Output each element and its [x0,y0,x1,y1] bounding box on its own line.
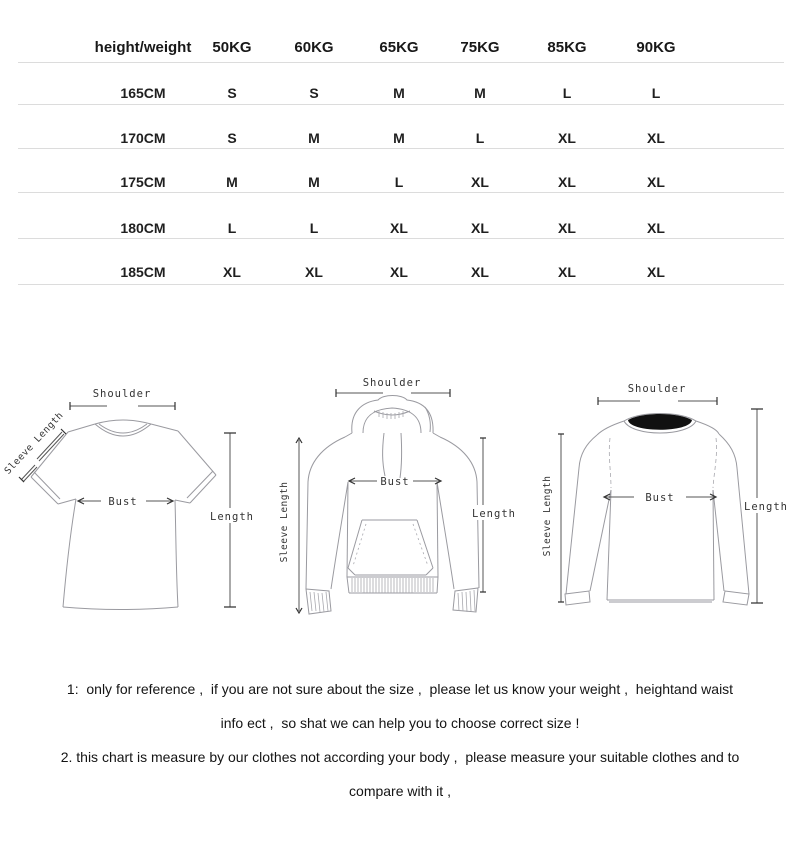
header-75kg: 75KG [460,39,500,56]
size-cell: L [394,174,404,190]
bust-label: Bust [380,476,410,488]
row-height-label: 180CM [120,220,166,236]
header-height-weight: height/weight [94,39,192,56]
note-line-1: 1: only for reference , if you are not sure about the size , please let us know your weight , heightand waist [66,681,734,697]
row-height-label: 175CM [120,174,166,190]
hoodie-bust-measure [349,476,441,488]
note-line-2: info ect , so shat we can help you to choose correct size ! [220,715,580,731]
table-divider [18,62,784,63]
size-cell: XL [471,264,489,280]
table-divider [18,104,784,105]
row-height-label: 165CM [120,85,166,101]
table-row [0,171,800,193]
shirt-shoulder-measure [598,383,717,405]
header-50kg: 50KG [212,39,252,56]
size-cell: XL [390,264,408,280]
size-cell: XL [305,264,323,280]
size-cell: XL [647,220,665,236]
size-cell: L [475,130,485,146]
table-header-row [0,37,800,59]
length-label: Length [744,501,788,513]
hoodie-outline [306,396,479,615]
size-cell: XL [558,264,576,280]
size-cell: XL [471,174,489,190]
size-cell: XL [647,264,665,280]
sleeve-length-label: Sleeve Length [279,481,290,563]
size-cell: M [393,85,405,101]
row-height-label: 185CM [120,264,166,280]
header-65kg: 65KG [379,39,419,56]
shirt-outline [565,414,749,606]
table-row [0,82,800,104]
tshirt-outline [31,420,216,610]
size-cell: L [227,220,237,236]
size-cell: XL [558,220,576,236]
hoodie-sleeve-length-measure [279,438,302,613]
table-row [0,127,800,149]
header-85kg: 85KG [547,39,587,56]
table-row [0,217,800,239]
shoulder-label: Shoulder [92,388,152,400]
tshirt-bust-measure [78,496,173,508]
note-line-3: 2. this chart is measure by our clothes not according your body , please measure your suitable clothes and to [60,749,740,765]
header-90kg: 90KG [636,39,676,56]
size-cell: M [308,130,320,146]
shirt-length-measure [744,409,788,603]
garment-diagrams [0,340,800,652]
row-height-label: 170CM [120,130,166,146]
tshirt-shoulder-measure [70,388,175,410]
table-divider [18,284,784,285]
length-label: Length [472,508,516,520]
size-cell: M [226,174,238,190]
size-cell: M [393,130,405,146]
size-cell: S [227,85,237,101]
tshirt-length-measure [210,433,254,607]
size-cell: M [308,174,320,190]
sleeve-length-label: Sleeve Length [2,409,66,477]
size-cell: XL [647,174,665,190]
shoulder-label: Shoulder [627,383,687,395]
shoulder-label: Shoulder [362,377,422,389]
sleeve-length-label: Sleeve Length [542,475,553,557]
shirt-bust-measure [604,492,716,504]
size-cell: L [562,85,572,101]
long-sleeve-shirt-diagram [542,383,788,605]
notes-section [0,672,800,808]
size-cell: XL [223,264,241,280]
tshirt-diagram [3,388,254,610]
table-row [0,261,800,283]
size-cell: M [474,85,486,101]
size-cell: XL [558,174,576,190]
bust-label: Bust [645,492,675,504]
hoodie-diagram [279,377,516,614]
size-cell: L [309,220,319,236]
bust-label: Bust [108,496,138,508]
size-cell: S [309,85,319,101]
size-cell: XL [647,130,665,146]
size-cell: L [651,85,661,101]
header-60kg: 60KG [294,39,334,56]
note-line-4: compare with it , [349,783,451,799]
size-cell: XL [558,130,576,146]
size-cell: S [227,130,237,146]
size-cell: XL [471,220,489,236]
size-cell: XL [390,220,408,236]
shirt-sleeve-length-measure [542,434,564,602]
hoodie-shoulder-measure [336,377,450,397]
length-label: Length [210,511,254,523]
